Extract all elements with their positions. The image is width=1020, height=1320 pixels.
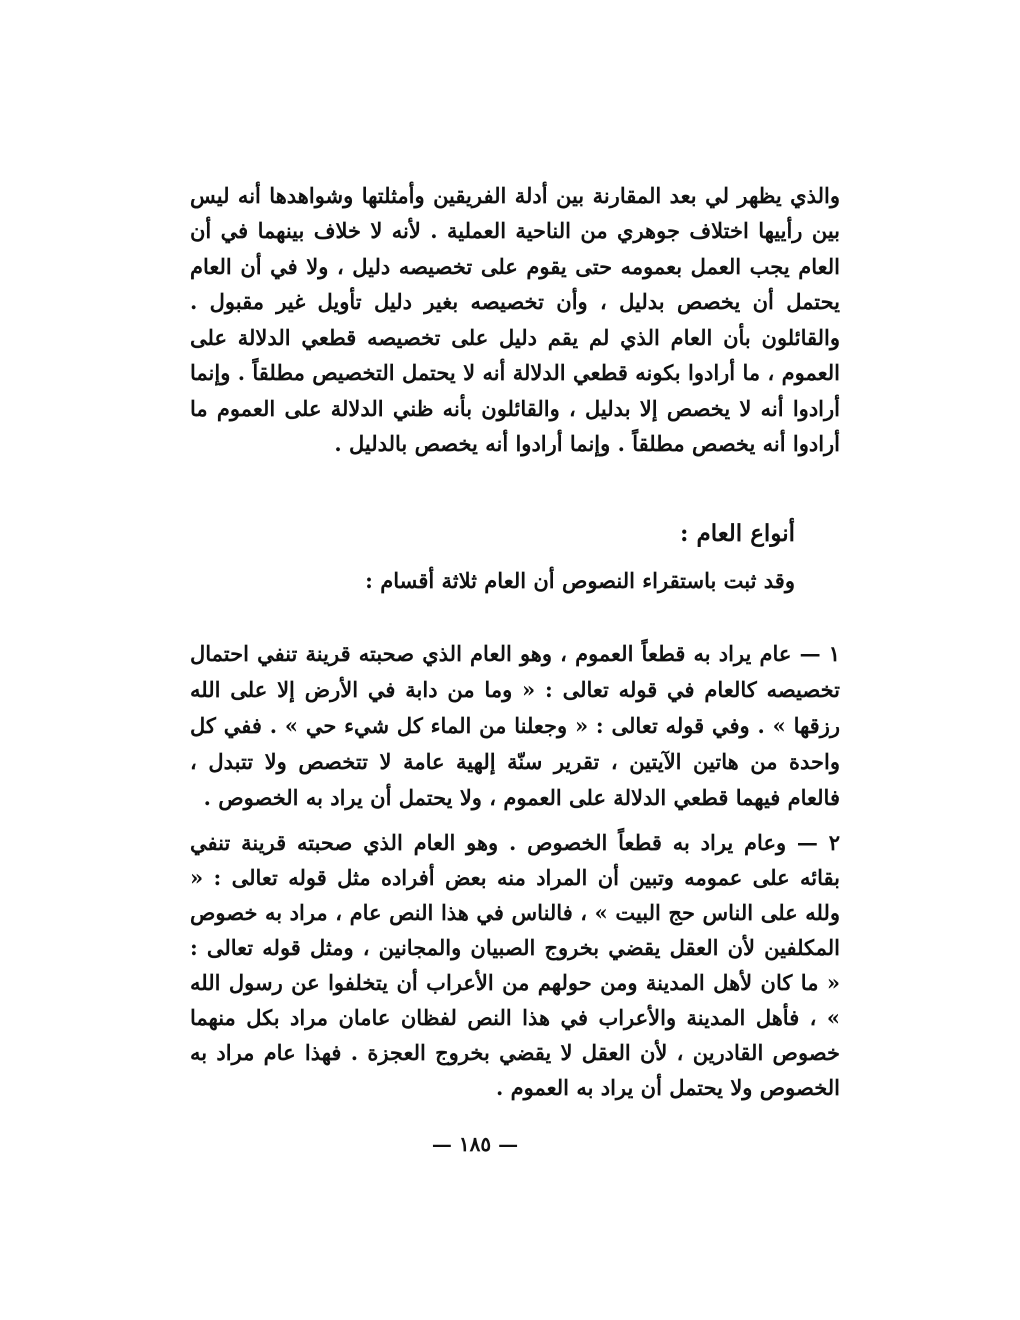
list-item-1-text: ١ — عام يراد به قطعاً العموم ، وهو العام الذي صحبته قرينة تنفي احتمال تخصيصه كالعام في قوله تعالى : « وما من دابة في الأرض إلا على الله رزقها » . وفي قوله تعالى : « وجعلنا من الماء كل شيء حي » . ففي كل واحدة من هاتين الآيتين ، تقرير سنّة إلهية عامة لا تتخصص ولا تتبدل ، فالعام فيهما قطعي الدلالة على العموم ، ولا يحتمل أن يراد به الخصوص .	[190, 641, 840, 810]
lead-sentence: وقد ثبت باستقراء النصوص أن العام ثلاثة أقسام :	[365, 568, 795, 593]
list-item-1	[190, 636, 840, 816]
page-number: — ١٨٥ —	[431, 1132, 519, 1156]
intro-paragraph	[190, 178, 840, 462]
intro-text: والذي يظهر لي بعد المقارنة بين أدلة الفريقين وأمثلتها وشواهدها أنه ليس بين رأييها اختلاف جوهري من الناحية العملية . لأنه لا خلاف بينهما في أن العام يجب العمل بعمومه حتى يقوم على تخصيصه دليل ، ولا في أن العام يحتمل أن يخصص بدليل ، وأن تخصيصه بغير دليل تأويل غير مقبول . والقائلون بأن العام الذي لم يقم دليل على تخصيصه قطعي الدلالة على العموم ، ما أرادوا بكونه قطعي الدلالة أنه لا يحتمل التخصيص مطلقاً . وإنما أرادوا أنه لا يخصص إلا بدليل ، والقائلون بأنه ظني الدلالة على العموم ما أرادوا أنه يخصص مطلقاً . وإنما أرادوا أنه يخصص بالدليل .	[190, 183, 840, 457]
list-item-2-text: ٢ — وعام يراد به قطعاً الخصوص . وهو العام الذي صحبته قرينة تنفي بقائه على عمومه وتبين أن المراد منه بعض أفراده مثل قوله تعالى : « ولله على الناس حج البيت » ، فالناس في هذا النص عام ، مراد به خصوص المكلفين لأن العقل يقضي بخروج الصبيان والمجانين ، ومثل قوله تعالى : « ما كان لأهل المدينة ومن حولهم من الأعراب أن يتخلفوا عن رسول الله » ، فأهل المدينة والأعراب في هذا النص لفظان عامان مراد بكل منهما خصوص القادرين ، لأن العقل لا يقضي بخروج العجزة . فهذا عام مراد به الخصوص ولا يحتمل أن يراد به العموم .	[190, 830, 840, 1101]
list-item-2	[190, 825, 840, 1106]
section-heading: أنواع العام :	[679, 520, 795, 547]
